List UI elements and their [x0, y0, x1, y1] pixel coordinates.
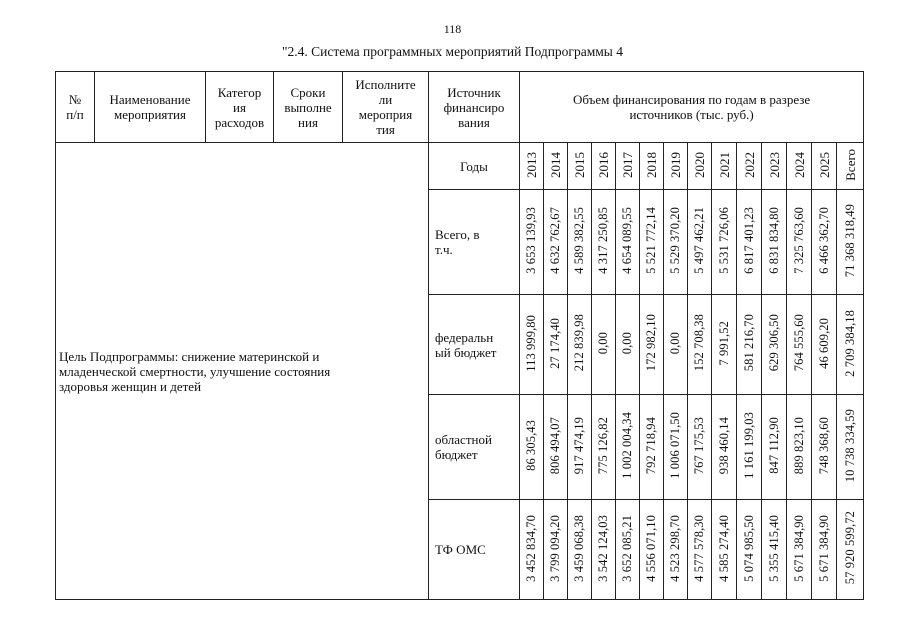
value-cell: 6 831 834,80 — [762, 190, 787, 295]
value-cell: 2 709 384,18 — [837, 295, 864, 395]
value-cell: 86 305,43 — [520, 395, 544, 500]
value-cell: 4 577 578,30 — [688, 500, 712, 600]
value-cell: 4 632 762,67 — [544, 190, 568, 295]
value-cell: 792 718,94 — [640, 395, 664, 500]
years-label: Годы — [429, 143, 520, 190]
year-cell: 2019 — [664, 143, 688, 190]
header-category: Категор ия расходов — [206, 72, 274, 143]
year-cell: 2018 — [640, 143, 664, 190]
year-cell: 2013 — [520, 143, 544, 190]
value-cell: 7 991,52 — [712, 295, 737, 395]
value-cell: 1 002 004,34 — [616, 395, 640, 500]
value-cell: 1 006 071,50 — [664, 395, 688, 500]
program-activities-table — [55, 71, 864, 600]
value-cell: 3 653 139,93 — [520, 190, 544, 295]
year-cell: Всего — [837, 143, 864, 190]
subprogram-goal: Цель Подпрограммы: снижение материнской и младенческой смертности, улучшение состояния здоровья женщин и детей — [56, 143, 429, 600]
value-cell: 4 523 298,70 — [664, 500, 688, 600]
value-cell: 938 460,14 — [712, 395, 737, 500]
value-cell: 212 839,98 — [568, 295, 592, 395]
value-cell: 629 306,50 — [762, 295, 787, 395]
value-cell: 57 920 599,72 — [837, 500, 864, 600]
year-cell: 2014 — [544, 143, 568, 190]
source-regional: областной бюджет — [429, 395, 520, 500]
header-executor: Исполните ли мероприя тия — [343, 72, 429, 143]
value-cell: 6 817 401,23 — [737, 190, 762, 295]
source-federal: федеральн ый бюджет — [429, 295, 520, 395]
value-cell: 3 452 834,70 — [520, 500, 544, 600]
value-cell: 767 175,53 — [688, 395, 712, 500]
year-cell: 2020 — [688, 143, 712, 190]
source-tfoms: ТФ ОМС — [429, 500, 520, 600]
value-cell: 0,00 — [616, 295, 640, 395]
value-cell: 3 652 085,21 — [616, 500, 640, 600]
source-total: Всего, в т.ч. — [429, 190, 520, 295]
value-cell: 71 368 318,49 — [837, 190, 864, 295]
value-cell: 889 823,10 — [787, 395, 812, 500]
value-cell: 5 671 384,90 — [812, 500, 837, 600]
value-cell: 3 459 068,38 — [568, 500, 592, 600]
value-cell: 5 497 462,21 — [688, 190, 712, 295]
value-cell: 7 325 763,60 — [787, 190, 812, 295]
year-cell: 2025 — [812, 143, 837, 190]
value-cell: 5 671 384,90 — [787, 500, 812, 600]
year-cell: 2016 — [592, 143, 616, 190]
header-num: № п/п — [56, 72, 95, 143]
value-cell: 0,00 — [592, 295, 616, 395]
header-row — [56, 72, 864, 143]
value-cell: 917 474,19 — [568, 395, 592, 500]
year-cell: 2023 — [762, 143, 787, 190]
value-cell: 4 556 071,10 — [640, 500, 664, 600]
value-cell: 4 654 089,55 — [616, 190, 640, 295]
value-cell: 3 799 094,20 — [544, 500, 568, 600]
value-cell: 172 982,10 — [640, 295, 664, 395]
value-cell: 5 521 772,14 — [640, 190, 664, 295]
value-cell: 5 531 726,06 — [712, 190, 737, 295]
value-cell: 152 708,38 — [688, 295, 712, 395]
header-name: Наименование мероприятия — [95, 72, 206, 143]
value-cell: 5 074 985,50 — [737, 500, 762, 600]
year-cell: 2017 — [616, 143, 640, 190]
section-title: "2.4. Система программных мероприятий Подпрограммы 4 — [281, 44, 623, 59]
header-terms: Сроки выполне ния — [274, 72, 343, 143]
value-cell: 847 112,90 — [762, 395, 787, 500]
year-cell: 2022 — [737, 143, 762, 190]
value-cell: 1 161 199,03 — [737, 395, 762, 500]
header-volume: Объем финансирования по годам в разрезе источников (тыс. руб.) — [520, 72, 864, 143]
value-cell: 46 609,20 — [812, 295, 837, 395]
year-cell: 2015 — [568, 143, 592, 190]
value-cell: 4 585 274,40 — [712, 500, 737, 600]
value-cell: 4 317 250,85 — [592, 190, 616, 295]
value-cell: 113 999,80 — [520, 295, 544, 395]
page-number: 118 — [443, 22, 462, 36]
value-cell: 27 174,40 — [544, 295, 568, 395]
value-cell: 581 216,70 — [737, 295, 762, 395]
value-cell: 0,00 — [664, 295, 688, 395]
value-cell: 775 126,82 — [592, 395, 616, 500]
value-cell: 5 355 415,40 — [762, 500, 787, 600]
value-cell: 6 466 362,70 — [812, 190, 837, 295]
value-cell: 764 555,60 — [787, 295, 812, 395]
year-cell: 2024 — [787, 143, 812, 190]
header-source: Источник финансиро вания — [429, 72, 520, 143]
value-cell: 10 738 334,59 — [837, 395, 864, 500]
year-cell: 2021 — [712, 143, 737, 190]
value-cell: 4 589 382,55 — [568, 190, 592, 295]
value-cell: 748 368,60 — [812, 395, 837, 500]
value-cell: 806 494,07 — [544, 395, 568, 500]
years-row — [56, 143, 864, 190]
value-cell: 5 529 370,20 — [664, 190, 688, 295]
value-cell: 3 542 124,03 — [592, 500, 616, 600]
